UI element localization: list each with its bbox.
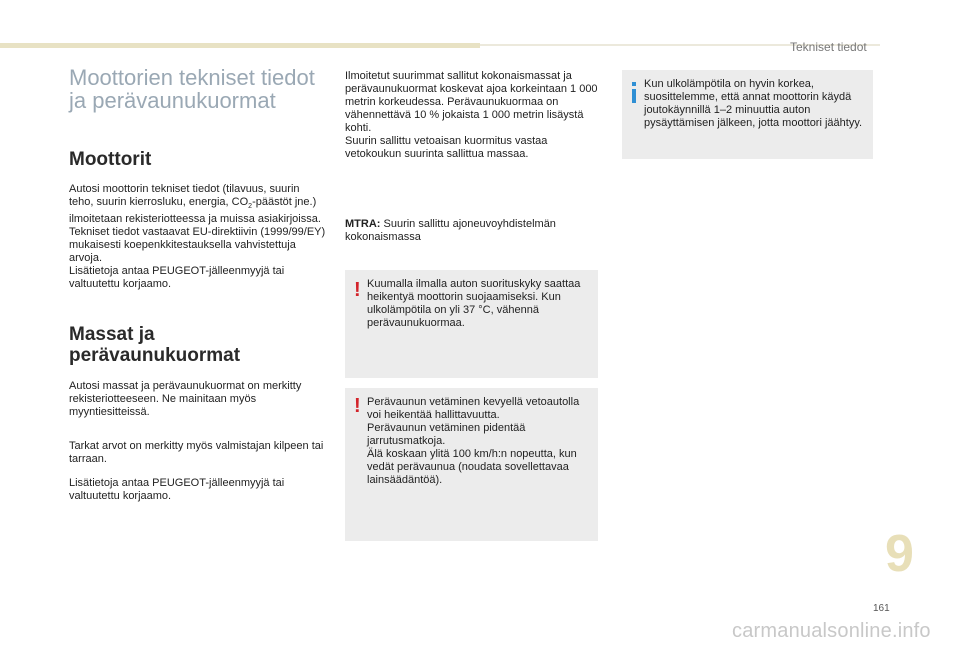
- masses-paragraph-1: Autosi massat ja perävaunukuormat on merkitty rekisteriotteeseen. Ne mainitaan myös myyntiesitteissä.: [69, 380, 302, 419]
- hot-weather-warning-text: Kuumalla ilmalla auton suorituskyky saattaa heikentyä moottorin suojaamiseksi. Kun ulkolämpötila on yli 37 °C, vähennä perävaunukuormaa.: [367, 278, 581, 329]
- page-title: [69, 66, 327, 112]
- page-number: 161: [873, 603, 890, 614]
- engine-cooling-info-box: [622, 70, 873, 159]
- page-title-line-2: ja perävaunukuormat: [69, 88, 276, 113]
- mtra-definition: MTRA: Suurin sallittu ajoneuvoyhdistelmän kokonaismassa: [345, 218, 556, 243]
- motors-paragraph-1: Autosi moottorin tekniset tiedot (tilavuus, suurin teho, suurin kierrosluku, energia, $CO_2$-päästöt jne.) ilmoitetaan rekisteriotteessa ja muissa asiakirjoissa.: [69, 183, 321, 226]
- page-title-line-1: Moottorien tekniset tiedot: [69, 65, 315, 90]
- hot-weather-warning-box: [345, 270, 598, 378]
- middle-column: [345, 70, 599, 244]
- motors-paragraph-3: Lisätietoja antaa PEUGEOT-jälleenmyyjä tai valtuutettu korjaamo.: [69, 265, 285, 291]
- masses-text: [69, 380, 327, 503]
- towbar-load-paragraph: Suurin sallittu vetoaisan kuormitus vastaa vetokoukun suurinta sallittua massaa.: [345, 135, 548, 160]
- exclamation-warning-icon: !: [354, 279, 361, 301]
- motors-paragraph-2: Tekniset tiedot vastaavat EU-direktiivin (1999/99/EY) mukaisesti koepenkkitestauksella vahvistettuja arvoja.: [69, 226, 326, 265]
- towing-warning-paragraph-3: Älä koskaan ylitä 100 km/h:n nopeutta, kun vedät perävaunua (noudata sovellettavaa lainsäädäntöä).: [367, 448, 577, 486]
- masses-paragraph-2: Tarkat arvot on merkitty myös valmistajan kilpeen tai tarraan.: [69, 440, 324, 466]
- towing-warning-box: [345, 388, 598, 541]
- towing-warning-paragraph-2: Perävaunun vetäminen pidentää jarrutusmatkoja.: [367, 422, 526, 447]
- motors-heading: Moottorit: [69, 149, 152, 170]
- exclamation-warning-icon: !: [354, 395, 361, 417]
- mtra-label: MTRA:: [345, 218, 381, 230]
- header-accent-bar: [0, 43, 480, 48]
- mass-limits-paragraph: Ilmoitetut suurimmat sallitut kokonaismassat ja perävaunukuormat koskevat ajoa korkeintaan 1 000 metrin korkeudessa. Perävaunukuormaa on vähennettävä 10 % jokaista 1 000 metrin lisäystä kohti.: [345, 70, 598, 134]
- engine-cooling-info-text: Kun ulkolämpötila on hyvin korkea, suosittelemme, että annat moottorin käydä joutokäynnillä 1–2 minuuttia auton pysäyttämisen jälkeen, jotta moottori jäähtyy.: [644, 78, 863, 129]
- left-column: [69, 66, 327, 503]
- chapter-header-title: Tekniset tiedot: [790, 40, 867, 54]
- watermark: carmanualsonline.info: [732, 620, 931, 642]
- info-icon: [630, 82, 638, 104]
- masses-paragraph-3: Lisätietoja antaa PEUGEOT-jälleenmyyjä tai valtuutettu korjaamo.: [69, 477, 285, 503]
- towing-warning-paragraph-1: Perävaunun vetäminen kevyellä vetoautolla voi heikentää hallittavuutta.: [367, 396, 580, 421]
- masses-heading: Massat ja perävaunukuormat: [69, 324, 241, 367]
- chapter-number: 9: [885, 525, 914, 583]
- motors-text: [69, 183, 327, 291]
